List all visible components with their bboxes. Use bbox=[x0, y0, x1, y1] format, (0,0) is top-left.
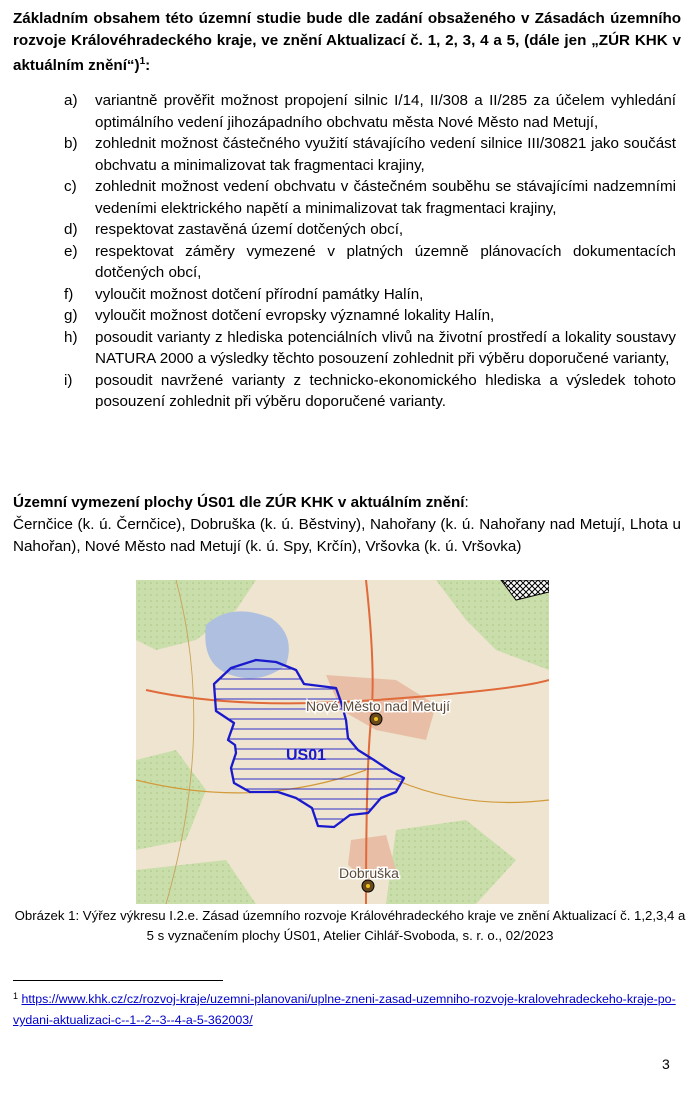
list-text: zohlednit možnost částečného využití stávajícího vedení silnice III/30821 jako součást obchvatu a minimalizovat tak fragmentaci krajiny, bbox=[95, 135, 676, 174]
list-text: posoudit navržené varianty z technicko-ekonomického hlediska a výsledek tohoto posouzení zohlednit při výběru doporučené varianty. bbox=[95, 371, 676, 410]
town-south-label: Dobruška bbox=[339, 865, 399, 881]
list-item bbox=[64, 284, 676, 306]
list-letter: f) bbox=[64, 285, 74, 303]
list-item bbox=[64, 305, 676, 327]
intro-text: Základním obsahem této územní studie bude dle zadání obsaženého v Zásadách územního rozvoje Královéhradeckého kraje, ve znění Aktualizací č. 1, 2, 3, 4 a 5, (dále jen „ZÚR KHK v aktuálním znění“) bbox=[13, 10, 681, 75]
list-text: posoudit varianty z hlediska potenciálních vlivů na životní prostředí a lokality soustavy NATURA 2000 a výsledky těchto posouzení zohlednit při výběru doporučené varianty, bbox=[95, 328, 676, 367]
list-text: respektovat záměry vymezené v platných územně plánovacích dokumentacích dotčených obcí, bbox=[95, 242, 676, 281]
intro-paragraph bbox=[13, 8, 681, 77]
list-item bbox=[64, 219, 676, 241]
list-item bbox=[64, 176, 676, 219]
section-heading-text: Územní vymezení plochy ÚS01 dle ZÚR KHK v aktuálním znění bbox=[13, 494, 465, 511]
list-letter: b) bbox=[64, 135, 78, 152]
list-item bbox=[64, 327, 676, 370]
list-letter: d) bbox=[64, 221, 78, 238]
list-text: respektovat zastavěná území dotčených obcí, bbox=[95, 221, 404, 238]
list-item bbox=[64, 241, 676, 284]
list-item bbox=[64, 90, 676, 133]
town-north-marker-dot bbox=[374, 717, 378, 721]
town-north-label: Nové Město nad Metují bbox=[306, 698, 450, 714]
list-text: vyloučit možnost dotčení přírodní památky Halín, bbox=[95, 285, 424, 303]
page-number: 3 bbox=[662, 1056, 670, 1072]
task-list bbox=[64, 90, 676, 413]
list-item bbox=[64, 370, 676, 413]
footnote-number: 1 bbox=[13, 991, 19, 1001]
map-figure bbox=[136, 580, 549, 904]
list-letter: a) bbox=[64, 92, 78, 109]
footnote-separator bbox=[13, 980, 223, 981]
intro-suffix: : bbox=[145, 57, 151, 75]
list-letter: g) bbox=[64, 307, 78, 324]
footnote-reference[interactable]: 1 bbox=[139, 56, 146, 67]
section-heading bbox=[13, 492, 681, 514]
footnote bbox=[13, 986, 681, 1031]
list-letter: e) bbox=[64, 242, 78, 260]
list-text: zohlednit možnost vedení obchvatu v částečném souběhu se stávajícími nadzemními vedeními elektrického napětí a minimalizovat tak fragmentaci krajiny, bbox=[95, 178, 676, 217]
list-text: vyloučit možnost dotčení evropsky významné lokality Halín, bbox=[95, 307, 495, 324]
list-letter: c) bbox=[64, 178, 77, 195]
town-south-marker-dot bbox=[366, 884, 370, 888]
footnote-link[interactable]: https://www.khk.cz/cz/rozvoj-kraje/uzemni-planovani/uplne-zneni-zasad-uzemniho-rozvoje-kralovehradeckeho-kraje-po-vydani-aktualizaci-c--1--2--3--4-a-5-362003/ bbox=[13, 992, 676, 1027]
list-text: variantně prověřit možnost propojení silnic I/14, II/308 a II/285 za účelem vyhledání optimálního vedení jihozápadního obchvatu města Nové Město nad Metují, bbox=[95, 92, 676, 131]
us01-label: US01 bbox=[286, 747, 327, 764]
figure-caption: Obrázek 1: Výřez výkresu I.2.e. Zásad územního rozvoje Královéhradeckého kraje ve znění Aktualizací č. 1,2,3,4 a 5 s vyznačením plochy ÚS01, Atelier Cihlář-Svoboda, s. r. o., 02/2023 bbox=[14, 908, 686, 943]
places-paragraph: Černčice (k. ú. Černčice), Dobruška (k. ú. Běstviny), Nahořany (k. ú. Nahořany nad Metují, Lhota u Nahořan), Nové Město nad Metují (k. ú. Spy, Krčín), Vršovka (k. ú. Vršovka) bbox=[13, 516, 681, 555]
list-letter: h) bbox=[64, 328, 78, 346]
list-letter: i) bbox=[64, 371, 73, 389]
list-item bbox=[64, 133, 676, 176]
section-heading-suffix: : bbox=[464, 494, 469, 511]
